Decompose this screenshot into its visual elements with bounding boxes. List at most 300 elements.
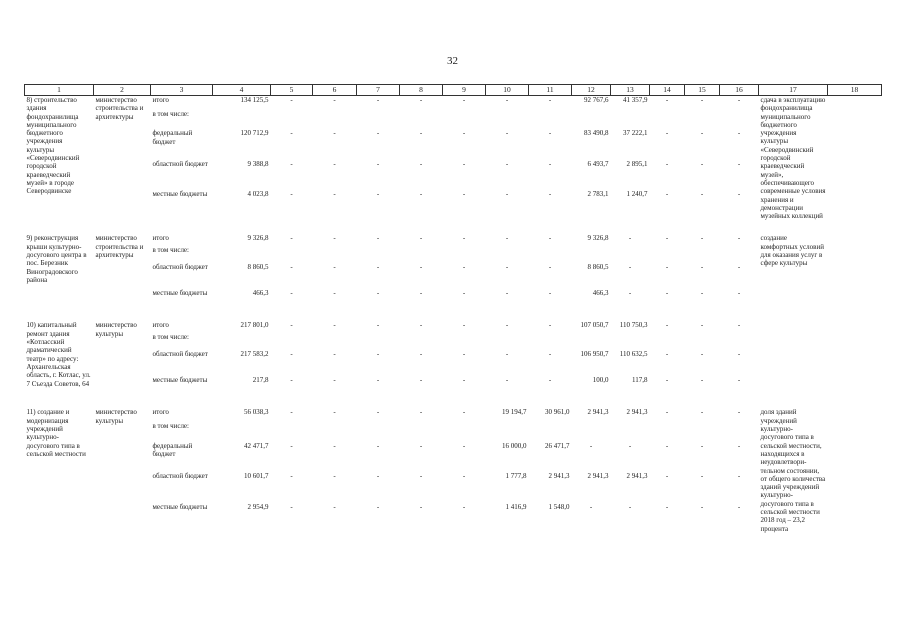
total-amount-cell: 10 601,7 [244,472,269,481]
total-amount-cell: 217,8 [252,376,269,385]
funding-source: федеральный бюджет [152,442,193,459]
column-number-row [25,85,882,96]
year-amount-cell: - [628,442,632,451]
year-amount-cell: - [376,96,380,104]
program-table [24,84,882,539]
year-amount-cell: - [376,408,380,417]
funding-source: местные бюджеты [152,289,208,298]
year-amount-cell: 19 194,7 [502,408,527,417]
year-amount-cell: 1 240,7 [626,190,648,199]
year-amount-cell: - [737,96,741,104]
year-amount-cell [313,246,357,263]
table-row [25,408,882,422]
funding-source: местные бюджеты [152,502,208,511]
funding-source: в том числе: [152,246,189,255]
year-amount-cell: - [419,350,423,359]
year-amount-cell [443,422,486,442]
year-amount-cell: 2 941,3 [548,472,570,481]
year-amount-cell [720,422,759,442]
funding-source: местные бюджеты [152,376,208,385]
year-amount-cell: - [548,159,552,168]
table-row [25,422,882,442]
year-amount-cell [611,110,650,130]
year-amount-cell: - [548,321,552,330]
year-amount-cell: 6 493,7 [587,159,609,168]
year-amount-cell: 9 326,8 [587,234,609,243]
year-amount-cell: - [333,234,336,243]
year-amount-cell: - [290,96,293,104]
year-amount-cell: - [419,321,423,330]
year-amount-cell: - [548,376,552,385]
year-amount-cell: - [505,376,509,385]
year-amount-cell: - [419,472,423,481]
spacer-cell [25,220,882,234]
year-amount-cell: - [548,350,552,359]
year-amount-cell: - [737,234,741,243]
empty-cell [828,96,882,221]
year-amount-cell: - [462,321,466,330]
year-amount-cell: - [419,263,423,272]
table-row [25,190,882,220]
expected-result [759,321,828,402]
column-header: 5 [271,85,313,96]
year-amount-cell [611,246,650,263]
year-amount-cell: - [333,408,336,417]
year-amount-cell: - [737,289,741,298]
year-amount-cell [443,246,486,263]
year-amount-cell: - [376,321,380,330]
year-amount-cell [443,333,486,350]
activity-title: 8) строительство здания фондохранилища муниципального бюджетного учреждения культуры «Северодвинский городской краеведческий музей» в городе Северодвинске [26,96,80,196]
year-amount-cell: - [333,376,336,385]
year-amount-cell: - [665,190,669,199]
year-amount-cell [486,246,529,263]
year-amount-cell: - [333,321,336,330]
year-amount-cell [685,110,720,130]
year-amount-cell: 466,3 [592,289,609,298]
year-amount-cell: - [376,263,380,272]
year-amount-cell: 110 750,3 [619,321,648,330]
expected-result: сдача в эксплуатацию фондохранилища муниципального бюджетного учреждения культуры «Северодвинский городской краеведческий музей», обеспечивающего современные условия хранения и демонстрации музейных коллекций [760,96,826,221]
year-amount-cell: - [700,190,704,199]
year-amount-cell: - [737,159,741,168]
total-amount-cell: 217 583,2 [240,350,269,359]
year-amount-cell [572,333,611,350]
responsible-executor: министерство строительства и архитектуры [95,96,144,121]
year-amount-cell: - [737,263,741,272]
year-amount-cell [685,246,720,263]
column-header: 1 [25,85,94,96]
year-amount-cell: - [737,190,741,199]
year-amount-cell: - [290,263,293,272]
empty-cell [828,408,882,532]
year-amount-cell: - [665,472,669,481]
year-amount-cell: - [700,442,704,451]
spacer-cell [25,533,882,539]
year-amount-cell: - [700,472,704,481]
funding-source: федеральный бюджет [152,129,193,146]
year-amount-cell: 2 941,3 [587,472,609,481]
total-amount-cell: 42 471,7 [244,442,269,451]
year-amount-cell: - [290,159,293,168]
year-amount-cell: - [333,350,336,359]
table-row [25,110,882,130]
table-body [25,96,882,539]
year-amount-cell: - [462,502,466,511]
year-amount-cell: - [665,442,669,451]
column-header: 15 [685,85,720,96]
year-amount-cell: 30 961,0 [545,408,570,417]
year-amount-cell: - [665,289,669,298]
year-amount-cell: - [419,376,423,385]
empty-cell [828,234,882,315]
funding-source: в том числе: [152,109,189,118]
year-amount-cell: - [737,408,741,417]
year-amount-cell: - [548,96,552,104]
table-row [25,96,882,110]
year-amount-cell [611,422,650,442]
year-amount-cell: - [700,234,704,243]
responsible-executor: министерство культуры [95,321,137,338]
year-amount-cell: 110 632,5 [619,350,648,359]
table-row [25,263,882,289]
year-amount-cell: - [290,289,293,298]
year-amount-cell [529,246,572,263]
year-amount-cell: - [333,159,336,168]
year-amount-cell: - [462,376,466,385]
page-number: 32 [447,55,458,67]
year-amount-cell: - [737,472,741,481]
year-amount-cell: - [376,129,380,138]
year-amount-cell: 37 222,1 [623,129,648,138]
total-amount-cell: 466,3 [252,289,269,298]
year-amount-cell: - [665,376,669,385]
table-row [25,129,882,159]
year-amount-cell [313,110,357,130]
responsible-executor: министерство культуры [95,408,137,425]
year-amount-cell: - [665,502,669,511]
year-amount-cell: - [505,263,509,272]
year-amount-cell [400,333,443,350]
year-amount-cell: 107 050,7 [580,321,609,330]
funding-source: областной бюджет [152,472,208,481]
row-spacer [25,533,882,539]
total-amount-cell: 9 326,8 [247,234,269,243]
funding-source: итого [152,96,169,104]
column-header: 13 [611,85,650,96]
funding-source: областной бюджет [152,263,208,272]
year-amount-cell [685,333,720,350]
year-amount-cell: - [665,263,669,272]
table-row [25,333,882,350]
total-amount-cell [213,246,271,263]
year-amount-cell [486,422,529,442]
year-amount-cell: - [737,442,741,451]
year-amount-cell: - [548,234,552,243]
year-amount-cell: - [737,502,741,511]
total-amount-cell: 56 038,3 [244,408,269,417]
year-amount-cell [529,110,572,130]
year-amount-cell: - [505,159,509,168]
year-amount-cell: - [290,442,293,451]
year-amount-cell [400,246,443,263]
activity-title: 11) создание и модернизация учреждений культурно-досугового типа в сельской местности [26,408,86,458]
year-amount-cell: 100,0 [592,376,609,385]
year-amount-cell: - [333,502,336,511]
table-row [25,289,882,315]
year-amount-cell: 41 357,9 [623,96,648,104]
total-amount-cell [213,110,271,130]
year-amount-cell: - [665,408,669,417]
responsible-executor: министерство строительства и архитектуры [95,234,144,260]
year-amount-cell: - [462,263,466,272]
year-amount-cell: 2 941,3 [587,408,609,417]
year-amount-cell [271,110,313,130]
year-amount-cell: - [333,289,336,298]
year-amount-cell: - [700,502,704,511]
expected-result: создание комфортных условий для оказания услуг в сфере культуры [760,234,824,268]
year-amount-cell: 2 895,1 [626,159,648,168]
year-amount-cell: - [290,129,293,138]
year-amount-cell: - [700,350,704,359]
year-amount-cell: - [290,472,293,481]
year-amount-cell [357,110,400,130]
table-row [25,234,882,246]
year-amount-cell: - [462,289,466,298]
year-amount-cell [443,110,486,130]
table-row [25,442,882,472]
year-amount-cell: - [462,129,466,138]
column-header: 9 [443,85,486,96]
total-amount-cell: 217 801,0 [240,321,269,330]
year-amount-cell: - [700,376,704,385]
funding-source: областной бюджет [152,159,208,168]
year-amount-cell: - [700,321,704,330]
year-amount-cell: - [419,442,423,451]
funding-source: в том числе: [152,422,189,431]
row-spacer [25,220,882,234]
year-amount-cell: - [419,502,423,511]
year-amount-cell: - [700,159,704,168]
total-amount-cell: 2 954,9 [247,502,269,511]
year-amount-cell: - [462,190,466,199]
year-amount-cell [400,110,443,130]
year-amount-cell: - [376,289,380,298]
column-header: 16 [720,85,759,96]
year-amount-cell: 83 490,8 [584,129,609,138]
year-amount-cell [486,110,529,130]
year-amount-cell: - [505,321,509,330]
year-amount-cell [650,422,685,442]
year-amount-cell: - [333,472,336,481]
year-amount-cell [400,422,443,442]
column-header: 4 [213,85,271,96]
year-amount-cell: 92 767,6 [584,96,609,104]
total-amount-cell: 4 023,8 [247,190,269,199]
year-amount-cell: - [462,350,466,359]
column-header: 7 [357,85,400,96]
total-amount-cell [213,333,271,350]
year-amount-cell: - [548,263,552,272]
year-amount-cell: - [333,442,336,451]
year-amount-cell: - [462,408,466,417]
year-amount-cell: - [737,376,741,385]
funding-source: итого [152,234,169,243]
year-amount-cell: - [505,234,509,243]
year-amount-cell: - [737,350,741,359]
year-amount-cell: - [419,289,423,298]
column-header: 14 [650,85,685,96]
total-amount-cell [213,422,271,442]
year-amount-cell [572,246,611,263]
year-amount-cell [357,333,400,350]
year-amount-cell: - [665,321,669,330]
year-amount-cell: - [665,96,669,104]
table-row [25,472,882,502]
year-amount-cell [572,110,611,130]
year-amount-cell: - [333,263,336,272]
activity-title: 9) реконструкция крыши культурно-досугового центра в пос. Березник Виноградовского района [26,234,87,284]
funding-source: итого [152,408,169,417]
year-amount-cell: - [376,350,380,359]
year-amount-cell: - [505,289,509,298]
year-amount-cell [650,110,685,130]
year-amount-cell: - [376,190,380,199]
year-amount-cell: 1 777,8 [505,472,527,481]
year-amount-cell: - [505,350,509,359]
year-amount-cell: 2 941,3 [626,408,648,417]
year-amount-cell: - [419,190,423,199]
funding-source: в том числе: [152,333,189,342]
year-amount-cell: - [376,376,380,385]
table-row [25,246,882,263]
year-amount-cell: - [376,442,380,451]
year-amount-cell: - [290,190,293,199]
year-amount-cell: - [505,96,509,104]
year-amount-cell [685,422,720,442]
year-amount-cell: - [462,472,466,481]
year-amount-cell [357,246,400,263]
expected-result: доля зданий учреждений культурно-досугового типа в сельской местности, находящихся в неудовлетвори-тельном состоянии, от общего количества зданий учреждений культурно-досугового типа в сельской местности 2018 год – 23,2 процента [760,408,826,533]
year-amount-cell: - [700,129,704,138]
year-amount-cell: 8 860,5 [587,263,609,272]
year-amount-cell: - [505,190,509,199]
year-amount-cell [650,246,685,263]
year-amount-cell [313,422,357,442]
year-amount-cell: - [700,408,704,417]
year-amount-cell: - [589,502,593,511]
year-amount-cell: - [665,129,669,138]
year-amount-cell [720,333,759,350]
year-amount-cell [271,422,313,442]
year-amount-cell: - [628,263,632,272]
funding-source: областной бюджет [152,350,208,359]
table-row [25,503,882,533]
year-amount-cell: - [700,263,704,272]
year-amount-cell: - [737,129,741,138]
year-amount-cell: - [628,234,632,243]
year-amount-cell: - [665,234,669,243]
year-amount-cell [271,333,313,350]
year-amount-cell: - [376,159,380,168]
year-amount-cell: 2 783,1 [587,190,609,199]
year-amount-cell: - [333,96,336,104]
year-amount-cell: - [376,234,380,243]
year-amount-cell: - [333,190,336,199]
table-row [25,376,882,402]
column-header: 8 [400,85,443,96]
total-amount-cell: 134 125,5 [240,96,269,104]
year-amount-cell [529,422,572,442]
total-amount-cell: 120 712,9 [240,129,269,138]
year-amount-cell: - [290,234,293,243]
year-amount-cell: - [505,129,509,138]
year-amount-cell: - [548,289,552,298]
year-amount-cell [529,333,572,350]
year-amount-cell [486,333,529,350]
year-amount-cell: - [376,502,380,511]
year-amount-cell: - [548,190,552,199]
year-amount-cell: - [290,321,293,330]
year-amount-cell: - [665,159,669,168]
year-amount-cell: - [419,96,423,104]
column-header: 2 [94,85,151,96]
year-amount-cell: - [290,350,293,359]
year-amount-cell [720,110,759,130]
year-amount-cell: - [462,96,466,104]
year-amount-cell: 16 000,0 [502,442,527,451]
year-amount-cell: - [700,289,704,298]
year-amount-cell [650,333,685,350]
year-amount-cell: - [462,234,466,243]
year-amount-cell: - [589,442,593,451]
column-header: 18 [828,85,882,96]
year-amount-cell: 2 941,3 [626,472,648,481]
year-amount-cell: - [665,350,669,359]
table-row [25,350,882,376]
year-amount-cell [313,333,357,350]
column-header: 17 [759,85,828,96]
year-amount-cell [611,333,650,350]
year-amount-cell: - [628,502,632,511]
year-amount-cell: - [628,289,632,298]
year-amount-cell: - [419,129,423,138]
column-header: 12 [572,85,611,96]
year-amount-cell [357,422,400,442]
year-amount-cell: 1 548,0 [548,502,570,511]
year-amount-cell: - [419,408,423,417]
year-amount-cell: 1 416,9 [505,502,527,511]
year-amount-cell: - [737,321,741,330]
table-row [25,160,882,190]
funding-source: местные бюджеты [152,190,208,199]
year-amount-cell: - [548,129,552,138]
year-amount-cell [572,422,611,442]
year-amount-cell: - [333,129,336,138]
table-row [25,321,882,333]
activity-title: 10) капитальный ремонт здания «Котласский драматический театр» по адресу: Архангельская область, г. Котлас, ул. 7 Съезда Советов, 64 [26,321,91,388]
year-amount-cell: 117,8 [632,376,648,385]
year-amount-cell: - [419,159,423,168]
year-amount-cell: 106 950,7 [580,350,609,359]
column-header: 6 [313,85,357,96]
year-amount-cell [720,246,759,263]
year-amount-cell: - [700,96,704,104]
year-amount-cell: - [290,376,293,385]
column-header: 11 [529,85,572,96]
total-amount-cell: 8 860,5 [247,263,269,272]
year-amount-cell: - [462,442,466,451]
